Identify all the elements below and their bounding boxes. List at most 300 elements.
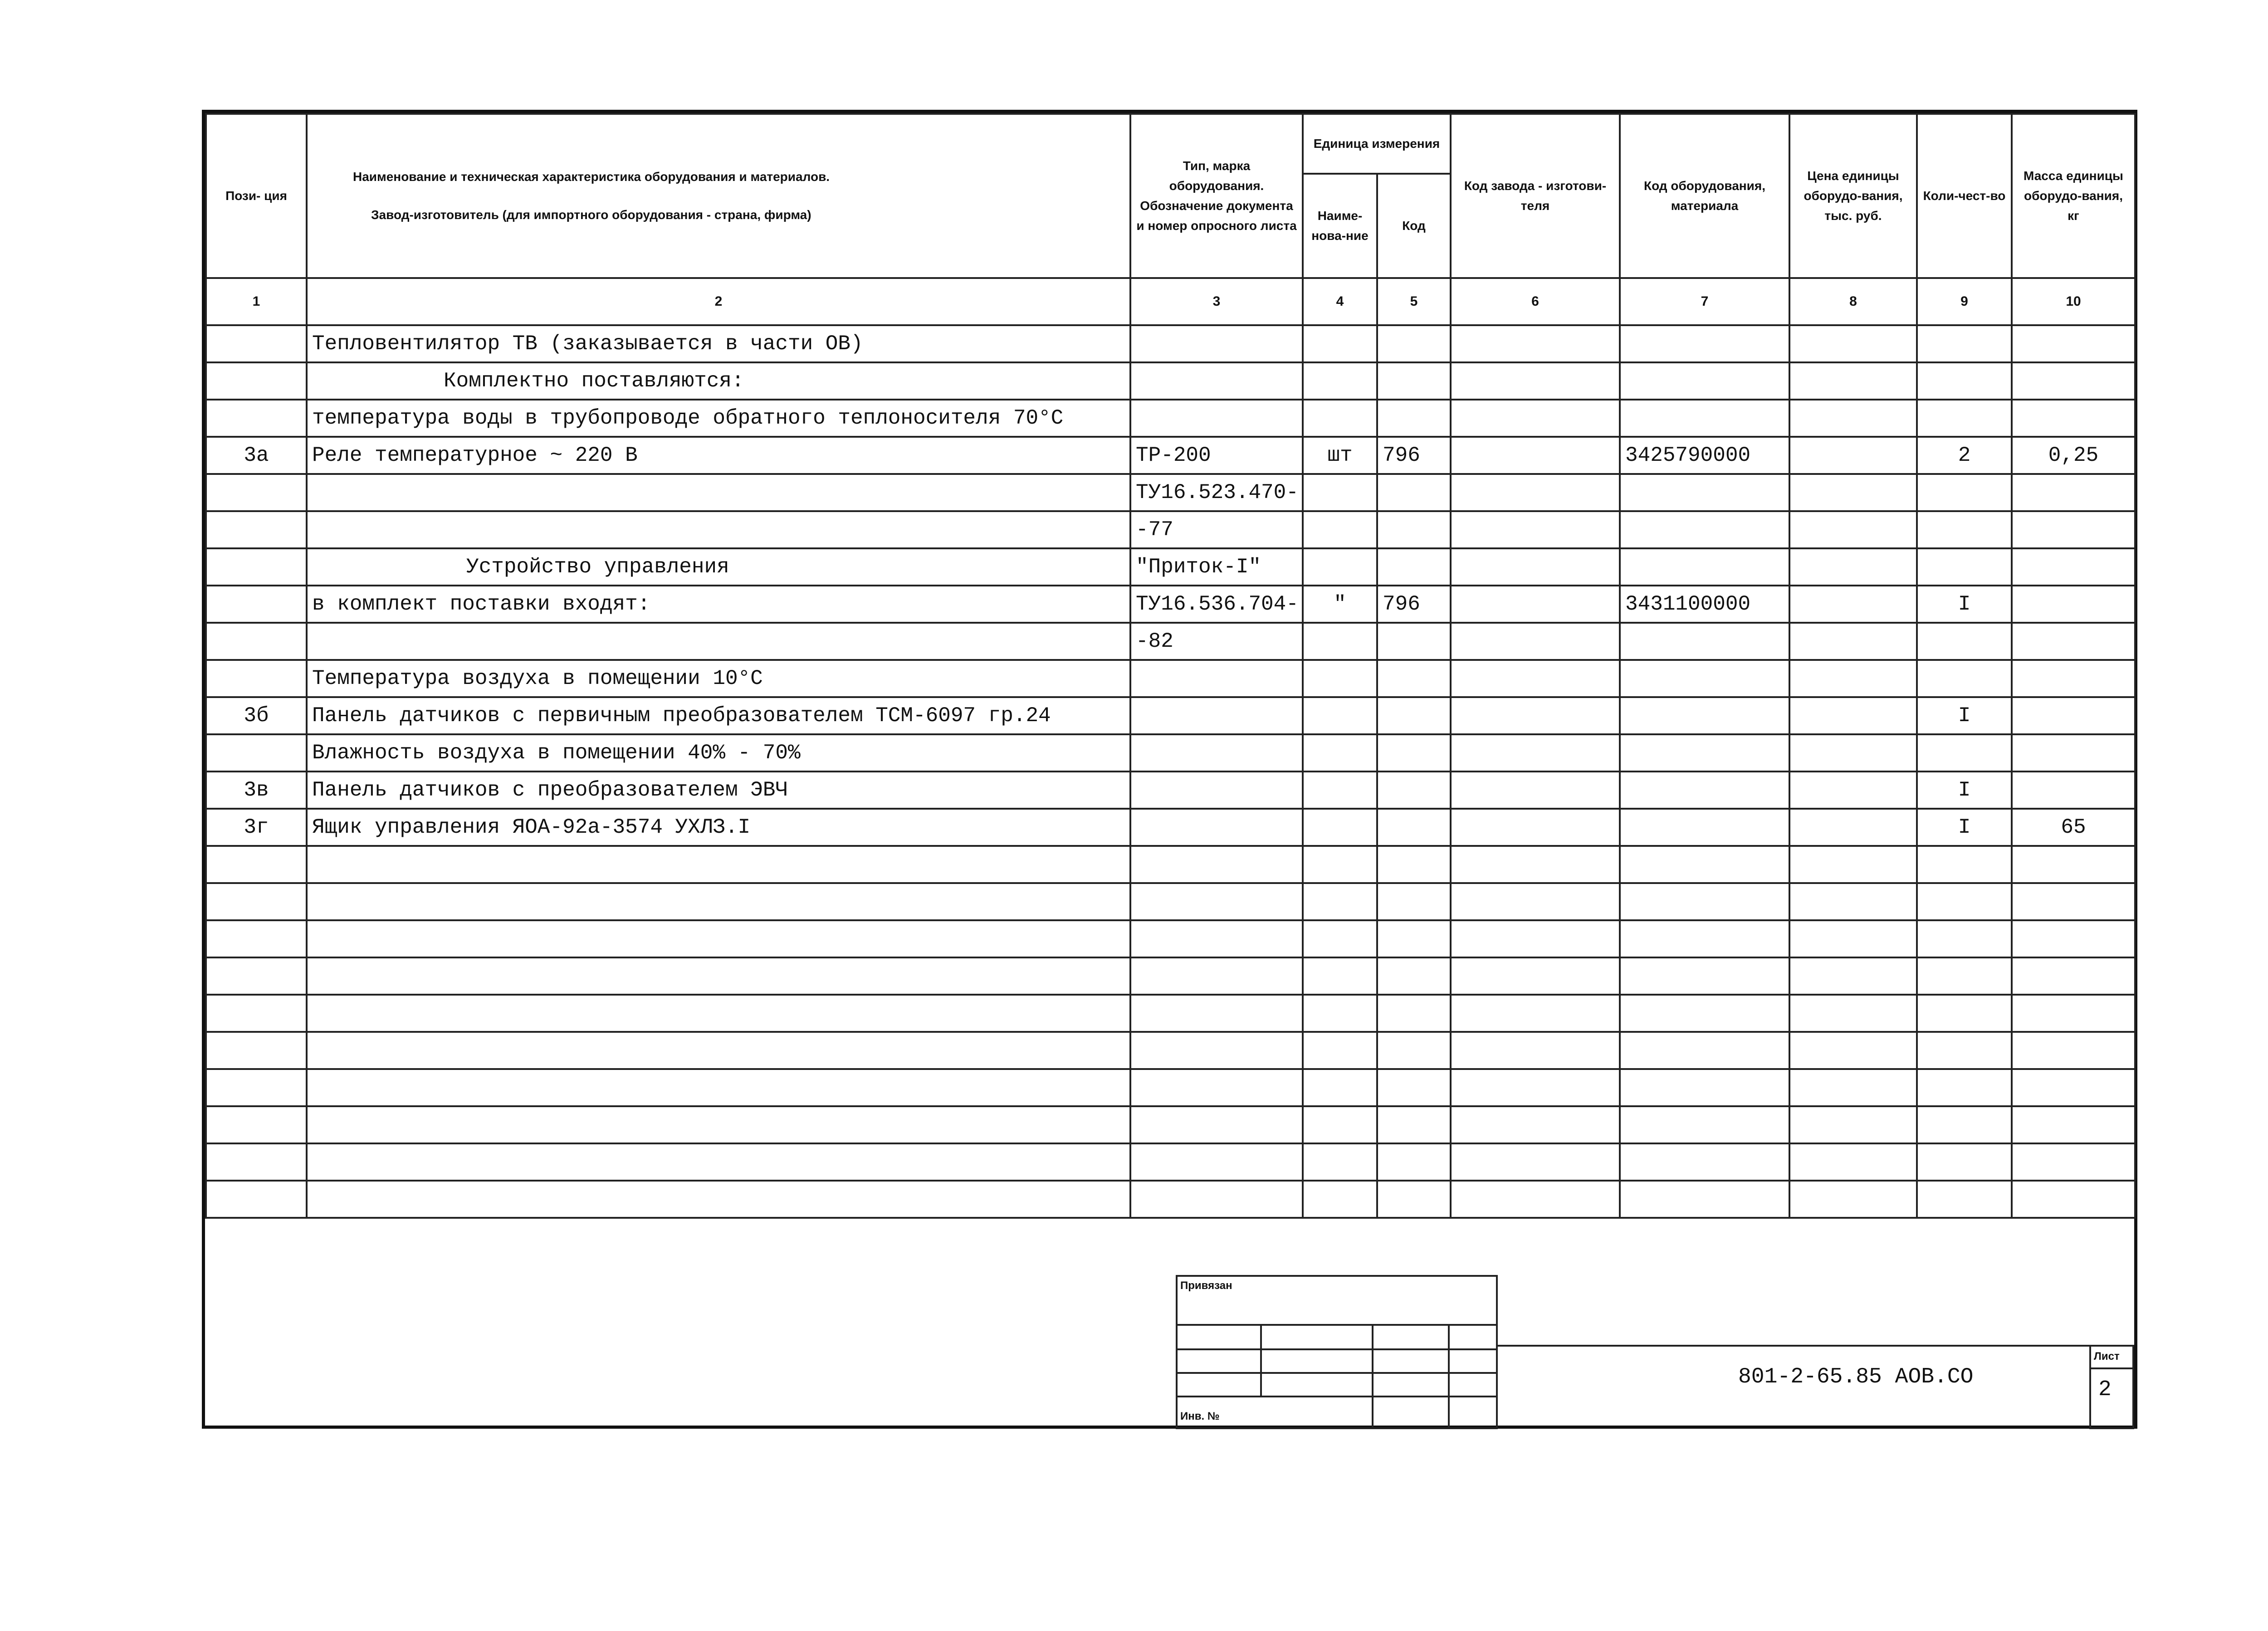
quantity-cell bbox=[1917, 734, 2012, 772]
type-cell: -82 bbox=[1130, 623, 1303, 660]
column-number: 9 bbox=[1917, 278, 2012, 325]
table-body bbox=[206, 325, 2135, 1218]
unit-code-cell: 796 bbox=[1377, 586, 1451, 623]
table-row bbox=[206, 846, 2135, 883]
header-name-line1: Наименование и техническая характеристика оборудования и материалов. bbox=[353, 170, 830, 184]
unit-code-cell bbox=[1377, 1069, 1451, 1106]
maker-code-cell bbox=[1451, 846, 1620, 883]
column-numbers-row bbox=[206, 278, 2135, 325]
unit-code-cell bbox=[1377, 548, 1451, 586]
mass-cell bbox=[2012, 772, 2135, 809]
name-cell: Влажность воздуха в помещении 40% - 70% bbox=[307, 734, 1130, 772]
unit-code-cell bbox=[1377, 809, 1451, 846]
equipment-code-cell bbox=[1620, 400, 1789, 437]
equipment-code-cell bbox=[1620, 1069, 1789, 1106]
quantity-cell: 2 bbox=[1917, 437, 2012, 474]
specification-table bbox=[205, 113, 2136, 1219]
quantity-cell bbox=[1917, 846, 2012, 883]
quantity-cell bbox=[1917, 623, 2012, 660]
unit-code-cell bbox=[1377, 474, 1451, 511]
position-cell bbox=[206, 474, 307, 511]
unit-code-cell bbox=[1377, 660, 1451, 697]
unit-name-cell bbox=[1303, 325, 1377, 362]
quantity-cell bbox=[1917, 400, 2012, 437]
name-cell: Температура воздуха в помещении 10°С bbox=[307, 660, 1130, 697]
unit-name-cell bbox=[1303, 1143, 1377, 1181]
price-cell bbox=[1789, 1032, 1917, 1069]
unit-code-cell bbox=[1377, 1143, 1451, 1181]
header-position: Пози- ция bbox=[206, 114, 307, 278]
maker-code-cell bbox=[1451, 734, 1620, 772]
equipment-code-cell bbox=[1620, 660, 1789, 697]
table-row bbox=[206, 511, 2135, 548]
table-row bbox=[206, 809, 2135, 846]
document-code: 801-2-65.85 АОВ.СО bbox=[1738, 1365, 1974, 1389]
equipment-code-cell bbox=[1620, 362, 1789, 400]
unit-code-cell bbox=[1377, 1032, 1451, 1069]
equipment-code-cell bbox=[1620, 474, 1789, 511]
type-cell bbox=[1130, 697, 1303, 734]
header-unit-code: Код bbox=[1377, 174, 1451, 278]
unit-code-cell bbox=[1377, 623, 1451, 660]
unit-code-cell: 796 bbox=[1377, 437, 1451, 474]
mass-cell bbox=[2012, 548, 2135, 586]
header-quantity: Коли-чест-во bbox=[1917, 114, 2012, 278]
drawing-sheet bbox=[202, 110, 2137, 1429]
price-cell bbox=[1789, 362, 1917, 400]
equipment-code-cell bbox=[1620, 548, 1789, 586]
table-row bbox=[206, 1143, 2135, 1181]
position-cell bbox=[206, 660, 307, 697]
mass-cell bbox=[2012, 325, 2135, 362]
price-cell bbox=[1789, 474, 1917, 511]
header-equipment-code: Код оборудования, материала bbox=[1620, 114, 1789, 278]
price-cell bbox=[1789, 586, 1917, 623]
type-cell bbox=[1130, 1143, 1303, 1181]
equipment-code-cell bbox=[1620, 1181, 1789, 1218]
column-number: 7 bbox=[1620, 278, 1789, 325]
mass-cell bbox=[2012, 400, 2135, 437]
quantity-cell: I bbox=[1917, 697, 2012, 734]
type-cell bbox=[1130, 772, 1303, 809]
maker-code-cell bbox=[1451, 511, 1620, 548]
equipment-code-cell bbox=[1620, 511, 1789, 548]
type-cell bbox=[1130, 660, 1303, 697]
name-cell bbox=[307, 1032, 1130, 1069]
column-number: 2 bbox=[307, 278, 1130, 325]
name-cell bbox=[307, 957, 1130, 995]
price-cell bbox=[1789, 883, 1917, 920]
type-cell bbox=[1130, 1069, 1303, 1106]
maker-code-cell bbox=[1451, 623, 1620, 660]
mass-cell bbox=[2012, 1032, 2135, 1069]
unit-code-cell bbox=[1377, 697, 1451, 734]
unit-code-cell bbox=[1377, 957, 1451, 995]
quantity-cell bbox=[1917, 511, 2012, 548]
unit-name-cell bbox=[1303, 883, 1377, 920]
inventory-label: Инв. № bbox=[1180, 1410, 1220, 1422]
mass-cell bbox=[2012, 1106, 2135, 1143]
name-cell bbox=[307, 1069, 1130, 1106]
position-cell bbox=[206, 995, 307, 1032]
quantity-cell bbox=[1917, 1069, 2012, 1106]
table-row bbox=[206, 995, 2135, 1032]
mass-cell bbox=[2012, 920, 2135, 957]
type-cell bbox=[1130, 400, 1303, 437]
maker-code-cell bbox=[1451, 809, 1620, 846]
column-number: 3 bbox=[1130, 278, 1303, 325]
maker-code-cell bbox=[1451, 957, 1620, 995]
unit-name-cell bbox=[1303, 1032, 1377, 1069]
name-cell bbox=[307, 623, 1130, 660]
position-cell: 3б bbox=[206, 697, 307, 734]
equipment-code-cell bbox=[1620, 846, 1789, 883]
maker-code-cell bbox=[1451, 1181, 1620, 1218]
type-cell bbox=[1130, 1181, 1303, 1218]
unit-name-cell bbox=[1303, 362, 1377, 400]
price-cell bbox=[1789, 697, 1917, 734]
table-row bbox=[206, 1181, 2135, 1218]
equipment-code-cell bbox=[1620, 957, 1789, 995]
mass-cell bbox=[2012, 846, 2135, 883]
position-cell: 3г bbox=[206, 809, 307, 846]
position-cell bbox=[206, 325, 307, 362]
table-row bbox=[206, 1032, 2135, 1069]
quantity-cell bbox=[1917, 883, 2012, 920]
unit-name-cell bbox=[1303, 995, 1377, 1032]
type-cell: ТУ16.536.704- bbox=[1130, 586, 1303, 623]
type-cell bbox=[1130, 883, 1303, 920]
header-unit-group: Единица измерения bbox=[1303, 114, 1451, 174]
name-cell bbox=[307, 511, 1130, 548]
name-cell: Устройство управления bbox=[307, 548, 1130, 586]
header-price: Цена единицы оборудо-вания, тыс. руб. bbox=[1789, 114, 1917, 278]
equipment-code-cell bbox=[1620, 883, 1789, 920]
position-cell bbox=[206, 883, 307, 920]
equipment-code-cell: 3425790000 bbox=[1620, 437, 1789, 474]
sheet-line bbox=[2089, 1367, 2134, 1369]
table-row bbox=[206, 548, 2135, 586]
position-cell bbox=[206, 734, 307, 772]
unit-code-cell bbox=[1377, 400, 1451, 437]
mass-cell bbox=[2012, 660, 2135, 697]
unit-code-cell bbox=[1377, 846, 1451, 883]
mass-cell bbox=[2012, 362, 2135, 400]
price-cell bbox=[1789, 511, 1917, 548]
maker-code-cell bbox=[1451, 660, 1620, 697]
price-cell bbox=[1789, 325, 1917, 362]
quantity-cell bbox=[1917, 957, 2012, 995]
price-cell bbox=[1789, 437, 1917, 474]
mass-cell bbox=[2012, 586, 2135, 623]
price-cell bbox=[1789, 995, 1917, 1032]
type-cell bbox=[1130, 846, 1303, 883]
maker-code-cell bbox=[1451, 437, 1620, 474]
table-row bbox=[206, 697, 2135, 734]
unit-name-cell bbox=[1303, 1069, 1377, 1106]
unit-code-cell bbox=[1377, 362, 1451, 400]
unit-name-cell bbox=[1303, 474, 1377, 511]
quantity-cell bbox=[1917, 660, 2012, 697]
mass-cell bbox=[2012, 623, 2135, 660]
equipment-code-cell bbox=[1620, 697, 1789, 734]
quantity-cell bbox=[1917, 474, 2012, 511]
unit-code-cell bbox=[1377, 883, 1451, 920]
quantity-cell bbox=[1917, 325, 2012, 362]
name-cell bbox=[307, 1106, 1130, 1143]
unit-code-cell bbox=[1377, 325, 1451, 362]
maker-code-cell bbox=[1451, 548, 1620, 586]
position-cell bbox=[206, 1106, 307, 1143]
type-cell bbox=[1130, 1032, 1303, 1069]
price-cell bbox=[1789, 772, 1917, 809]
maker-code-cell bbox=[1451, 586, 1620, 623]
name-cell: Тепловентилятор ТВ (заказывается в части ОВ) bbox=[307, 325, 1130, 362]
quantity-cell: I bbox=[1917, 772, 2012, 809]
equipment-code-cell bbox=[1620, 995, 1789, 1032]
sheet-label: Лист bbox=[2094, 1350, 2120, 1362]
header-mass: Масса единицы оборудо-вания, кг bbox=[2012, 114, 2135, 278]
type-cell bbox=[1130, 734, 1303, 772]
quantity-cell bbox=[1917, 1181, 2012, 1218]
name-cell: Реле температурное ~ 220 В bbox=[307, 437, 1130, 474]
price-cell bbox=[1789, 846, 1917, 883]
equipment-code-cell bbox=[1620, 623, 1789, 660]
position-cell bbox=[206, 846, 307, 883]
unit-code-cell bbox=[1377, 734, 1451, 772]
maker-code-cell bbox=[1451, 883, 1620, 920]
mass-cell bbox=[2012, 1143, 2135, 1181]
mass-cell bbox=[2012, 1069, 2135, 1106]
name-cell bbox=[307, 1143, 1130, 1181]
name-cell: в комплект поставки входят: bbox=[307, 586, 1130, 623]
maker-code-cell bbox=[1451, 325, 1620, 362]
column-number: 8 bbox=[1789, 278, 1917, 325]
unit-name-cell bbox=[1303, 697, 1377, 734]
maker-code-cell bbox=[1451, 1069, 1620, 1106]
maker-code-cell bbox=[1451, 1143, 1620, 1181]
maker-code-cell bbox=[1451, 400, 1620, 437]
equipment-code-cell bbox=[1620, 920, 1789, 957]
table-row bbox=[206, 325, 2135, 362]
price-cell bbox=[1789, 1143, 1917, 1181]
price-cell bbox=[1789, 957, 1917, 995]
name-cell: Панель датчиков с первичным преобразователем ТСМ-6097 гр.24 bbox=[307, 697, 1130, 734]
table-row bbox=[206, 1069, 2135, 1106]
table-row bbox=[206, 957, 2135, 995]
unit-name-cell bbox=[1303, 772, 1377, 809]
unit-name-cell bbox=[1303, 1106, 1377, 1143]
price-cell bbox=[1789, 548, 1917, 586]
type-cell: "Приток-I" bbox=[1130, 548, 1303, 586]
position-cell bbox=[206, 1032, 307, 1069]
maker-code-cell bbox=[1451, 474, 1620, 511]
stamp-line bbox=[1448, 1324, 1450, 1429]
quantity-cell bbox=[1917, 1143, 2012, 1181]
position-cell bbox=[206, 400, 307, 437]
maker-code-cell bbox=[1451, 1032, 1620, 1069]
name-cell bbox=[307, 474, 1130, 511]
name-cell bbox=[307, 883, 1130, 920]
price-cell bbox=[1789, 920, 1917, 957]
table-row bbox=[206, 362, 2135, 400]
unit-name-cell bbox=[1303, 400, 1377, 437]
table-row bbox=[206, 1106, 2135, 1143]
position-cell: 3в bbox=[206, 772, 307, 809]
name-cell: температура воды в трубопроводе обратного теплоносителя 70°С bbox=[307, 400, 1130, 437]
maker-code-cell bbox=[1451, 1106, 1620, 1143]
table-row bbox=[206, 474, 2135, 511]
price-cell bbox=[1789, 1181, 1917, 1218]
price-cell bbox=[1789, 734, 1917, 772]
equipment-code-cell bbox=[1620, 1032, 1789, 1069]
position-cell bbox=[206, 548, 307, 586]
column-number: 4 bbox=[1303, 278, 1377, 325]
header-unit-name: Наиме-нова-ние bbox=[1303, 174, 1377, 278]
unit-code-cell bbox=[1377, 920, 1451, 957]
quantity-cell bbox=[1917, 362, 2012, 400]
name-cell: Комплектно поставляются: bbox=[307, 362, 1130, 400]
unit-name-cell bbox=[1303, 511, 1377, 548]
column-number: 1 bbox=[206, 278, 307, 325]
price-cell bbox=[1789, 809, 1917, 846]
unit-name-cell: " bbox=[1303, 586, 1377, 623]
header-name-line2: Завод-изготовитель (для импортного оборудования - страна, фирма) bbox=[371, 208, 811, 222]
unit-name-cell bbox=[1303, 623, 1377, 660]
type-cell: ТУ16.523.470- bbox=[1130, 474, 1303, 511]
mass-cell bbox=[2012, 1181, 2135, 1218]
type-cell bbox=[1130, 995, 1303, 1032]
maker-code-cell bbox=[1451, 995, 1620, 1032]
type-cell bbox=[1130, 957, 1303, 995]
maker-code-cell bbox=[1451, 697, 1620, 734]
mass-cell bbox=[2012, 474, 2135, 511]
mass-cell bbox=[2012, 511, 2135, 548]
unit-code-cell bbox=[1377, 511, 1451, 548]
name-cell: Ящик управления ЯОА-92а-3574 УХЛЗ.I bbox=[307, 809, 1130, 846]
unit-name-cell: шт bbox=[1303, 437, 1377, 474]
unit-name-cell bbox=[1303, 1181, 1377, 1218]
price-cell bbox=[1789, 660, 1917, 697]
mass-cell: 0,25 bbox=[2012, 437, 2135, 474]
table-row bbox=[206, 400, 2135, 437]
position-cell bbox=[206, 511, 307, 548]
attached-label: Привязан bbox=[1180, 1279, 1232, 1292]
column-number: 6 bbox=[1451, 278, 1620, 325]
type-cell bbox=[1130, 1106, 1303, 1143]
type-cell: -77 bbox=[1130, 511, 1303, 548]
table-row bbox=[206, 772, 2135, 809]
stamp-line bbox=[1260, 1324, 1262, 1396]
equipment-code-cell bbox=[1620, 1143, 1789, 1181]
column-number: 5 bbox=[1377, 278, 1451, 325]
equipment-code-cell: 3431100000 bbox=[1620, 586, 1789, 623]
unit-name-cell bbox=[1303, 548, 1377, 586]
position-cell bbox=[206, 362, 307, 400]
quantity-cell bbox=[1917, 920, 2012, 957]
quantity-cell: I bbox=[1917, 809, 2012, 846]
header-type: Тип, марка оборудования. Обозначение документа и номер опросного листа bbox=[1130, 114, 1303, 278]
name-cell bbox=[307, 995, 1130, 1032]
type-cell: ТР-200 bbox=[1130, 437, 1303, 474]
header-name bbox=[307, 114, 1130, 278]
unit-name-cell bbox=[1303, 809, 1377, 846]
price-cell bbox=[1789, 1106, 1917, 1143]
stamp-line bbox=[1372, 1324, 1374, 1429]
unit-name-cell bbox=[1303, 846, 1377, 883]
table-row bbox=[206, 883, 2135, 920]
name-cell bbox=[307, 846, 1130, 883]
mass-cell bbox=[2012, 957, 2135, 995]
quantity-cell bbox=[1917, 548, 2012, 586]
equipment-code-cell bbox=[1620, 325, 1789, 362]
maker-code-cell bbox=[1451, 772, 1620, 809]
table-row bbox=[206, 734, 2135, 772]
name-cell bbox=[307, 1181, 1130, 1218]
position-cell bbox=[206, 1181, 307, 1218]
table-row bbox=[206, 623, 2135, 660]
position-cell bbox=[206, 1143, 307, 1181]
quantity-cell: I bbox=[1917, 586, 2012, 623]
position-cell: 3а bbox=[206, 437, 307, 474]
price-cell bbox=[1789, 1069, 1917, 1106]
mass-cell bbox=[2012, 697, 2135, 734]
table-row bbox=[206, 660, 2135, 697]
type-cell bbox=[1130, 325, 1303, 362]
quantity-cell bbox=[1917, 1106, 2012, 1143]
equipment-code-cell bbox=[1620, 772, 1789, 809]
unit-name-cell bbox=[1303, 920, 1377, 957]
mass-cell bbox=[2012, 734, 2135, 772]
mass-cell bbox=[2012, 995, 2135, 1032]
title-block bbox=[1176, 1275, 2134, 1429]
equipment-code-cell bbox=[1620, 734, 1789, 772]
quantity-cell bbox=[1917, 1032, 2012, 1069]
price-cell bbox=[1789, 400, 1917, 437]
equipment-code-cell bbox=[1620, 809, 1789, 846]
maker-code-cell bbox=[1451, 362, 1620, 400]
quantity-cell bbox=[1917, 995, 2012, 1032]
unit-code-cell bbox=[1377, 772, 1451, 809]
unit-name-cell bbox=[1303, 957, 1377, 995]
unit-code-cell bbox=[1377, 1106, 1451, 1143]
name-cell: Панель датчиков с преобразователем ЭВЧ bbox=[307, 772, 1130, 809]
column-number: 10 bbox=[2012, 278, 2135, 325]
position-cell bbox=[206, 957, 307, 995]
position-cell bbox=[206, 1069, 307, 1106]
mass-cell: 65 bbox=[2012, 809, 2135, 846]
equipment-code-cell bbox=[1620, 1106, 1789, 1143]
unit-name-cell bbox=[1303, 734, 1377, 772]
unit-name-cell bbox=[1303, 660, 1377, 697]
mass-cell bbox=[2012, 883, 2135, 920]
maker-code-cell bbox=[1451, 920, 1620, 957]
unit-code-cell bbox=[1377, 1181, 1451, 1218]
name-cell bbox=[307, 920, 1130, 957]
type-cell bbox=[1130, 362, 1303, 400]
position-cell bbox=[206, 920, 307, 957]
sheet-number: 2 bbox=[2098, 1377, 2112, 1402]
table-row bbox=[206, 586, 2135, 623]
unit-code-cell bbox=[1377, 995, 1451, 1032]
price-cell bbox=[1789, 623, 1917, 660]
position-cell bbox=[206, 623, 307, 660]
header-maker-code: Код завода - изготови-теля bbox=[1451, 114, 1620, 278]
position-cell bbox=[206, 586, 307, 623]
type-cell bbox=[1130, 920, 1303, 957]
type-cell bbox=[1130, 809, 1303, 846]
title-line bbox=[1498, 1345, 2134, 1347]
